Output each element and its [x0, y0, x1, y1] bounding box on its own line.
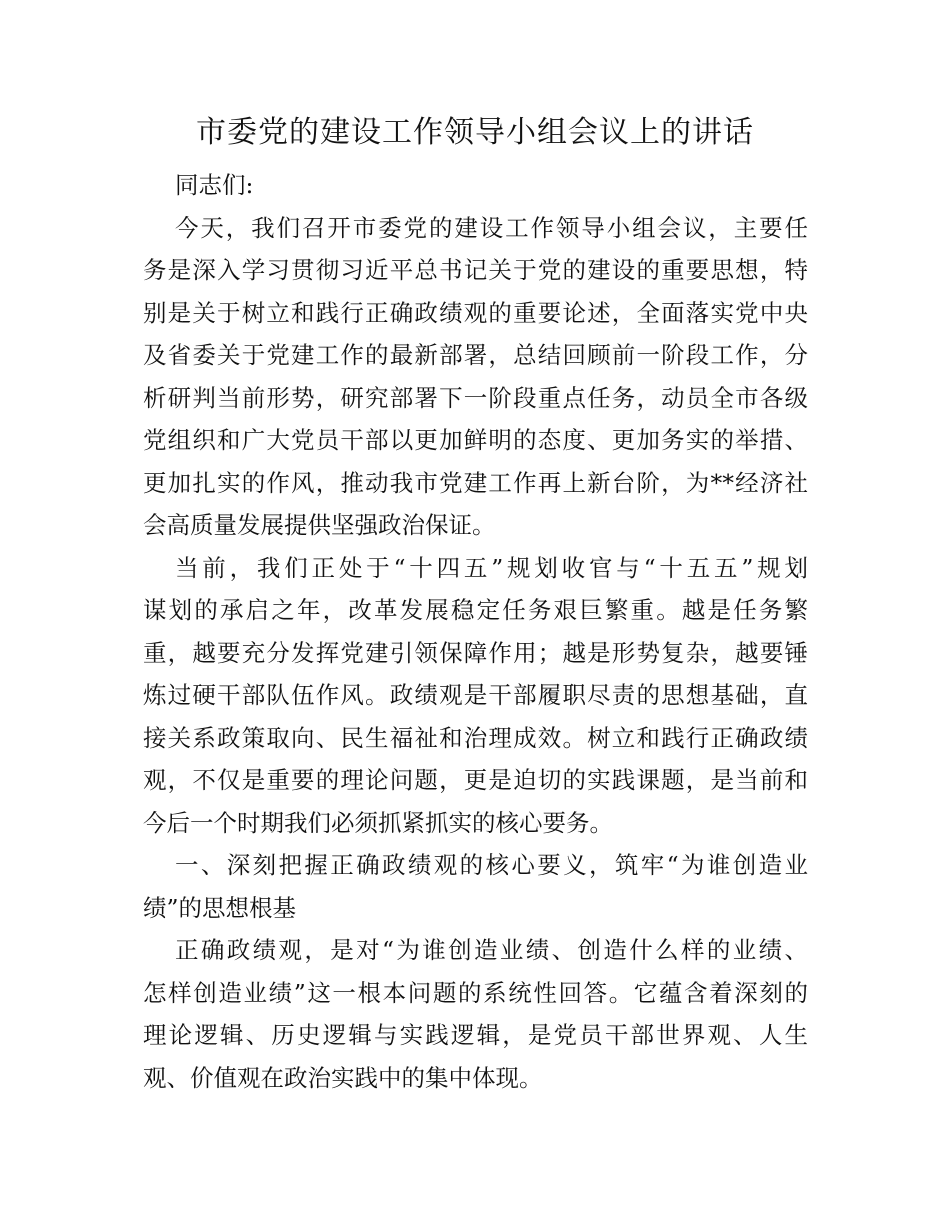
paragraph-line: 今天，我们召开市委党的建设工作领导小组会议，主要任: [175, 213, 808, 242]
paragraph-line: 炼过硬干部队伍作风。政绩观是干部履职尽责的思想基础，直: [143, 681, 808, 709]
paragraph-line: 谋划的承启之年，改革发展稳定任务艰巨繁重。越是任务繁: [143, 596, 808, 624]
paragraph-line: 别是关于树立和践行正确政绩观的重要论述，全面落实党中央: [143, 298, 808, 327]
paragraph-line: 当前，我们正处于“十四五”规划收官与“十五五”规划: [175, 553, 808, 582]
paragraph-line: 正确政绩观，是对“为谁创造业绩、创造什么样的业绩、: [175, 936, 808, 964]
paragraph-line: 及省委关于党建工作的最新部署，总结回顾前一阶段工作，分: [143, 341, 808, 369]
paragraph-line: 析研判当前形势，研究部署下一阶段重点任务，动员全市各级: [143, 383, 808, 412]
paragraph-line: 观，不仅是重要的理论问题，更是迫切的实践课题，是当前和: [143, 766, 808, 794]
paragraph-line: 今后一个时期我们必须抓紧抓实的核心要务。: [143, 808, 613, 837]
paragraph: [143, 207, 808, 547]
paragraph: [143, 929, 808, 1099]
paragraph-line: 会高质量发展提供坚强政治保证。: [143, 511, 496, 539]
paragraph-line: 党组织和广大党员干部以更加鲜明的态度、更加务实的举措、: [143, 426, 808, 454]
paragraph-line: 一、深刻把握正确政绩观的核心要义，筑牢“为谁创造业: [175, 851, 808, 879]
paragraph: [143, 547, 808, 845]
paragraph-line: 接关系政策取向、民生福祉和治理成效。树立和践行正确政绩: [143, 723, 808, 752]
document-body: [143, 164, 808, 1099]
paragraph-line: 理论逻辑、历史逻辑与实践逻辑，是党员干部世界观、人生: [143, 1021, 808, 1049]
paragraph-line: 怎样创造业绩”这一根本问题的系统性回答。它蕴含着深刻的: [143, 978, 808, 1007]
paragraph-line: 务是深入学习贯彻习近平总书记关于党的建设的重要思想，特: [143, 256, 808, 284]
paragraph-line: 重，越要充分发挥党建引领保障作用；越是形势复杂，越要锤: [143, 638, 808, 667]
paragraph-line: 同志们:: [175, 171, 254, 199]
paragraph-line: 更加扎实的作风，推动我市党建工作再上新台阶，为**经济社: [143, 468, 808, 497]
paragraph-line: 绩”的思想根基: [143, 893, 297, 922]
paragraph: [143, 164, 808, 207]
paragraph: [143, 844, 808, 929]
document-title: 市委党的建设工作领导小组会议上的讲话: [196, 115, 754, 150]
paragraph-line: 观、价值观在政治实践中的集中体现。: [143, 1063, 543, 1092]
